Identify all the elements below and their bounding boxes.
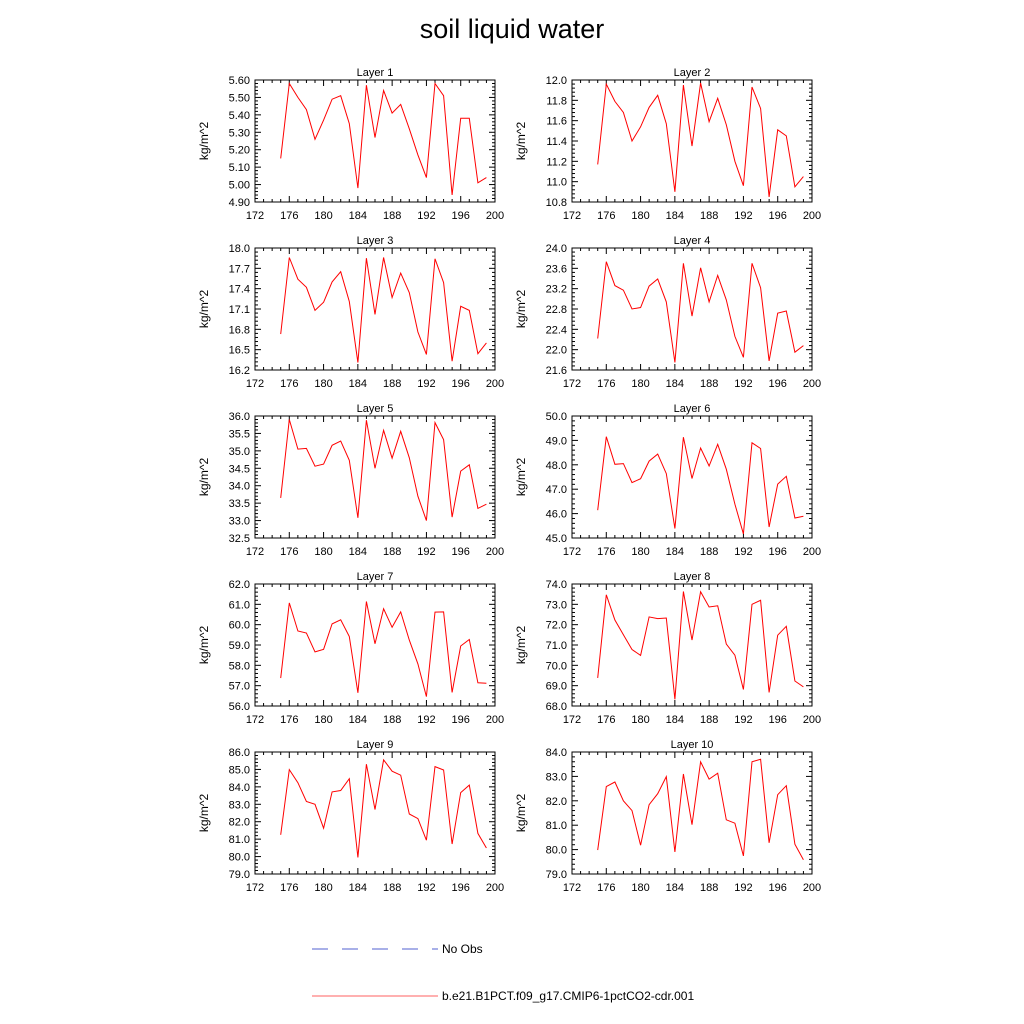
y-tick-label: 5.50 <box>228 92 250 105</box>
y-tick-label: 22.0 <box>545 344 567 357</box>
x-tick-label: 196 <box>768 378 787 390</box>
y-tick-label: 82.0 <box>228 816 250 829</box>
y-tick-label: 80.0 <box>545 844 567 857</box>
x-tick-label: 188 <box>699 714 719 726</box>
y-tick-label: 86.0 <box>228 747 250 759</box>
x-tick-label: 172 <box>245 210 265 222</box>
y-tick-label: 71.0 <box>545 640 567 652</box>
panel-title: Layer 4 <box>673 235 711 247</box>
y-tick-label: 48.0 <box>545 459 567 472</box>
x-tick-label: 180 <box>314 714 333 726</box>
y-tick-label: 36.0 <box>228 411 250 423</box>
y-axis-label: kg/m^2 <box>514 121 528 161</box>
y-tick-label: 17.7 <box>228 263 250 276</box>
x-tick-label: 200 <box>485 378 505 390</box>
x-tick-label: 180 <box>631 882 650 894</box>
x-tick-label: 200 <box>802 210 822 222</box>
x-tick-label: 172 <box>245 882 265 894</box>
y-axis-label: kg/m^2 <box>514 289 528 329</box>
panel-title: Layer 2 <box>673 67 711 79</box>
x-tick-label: 192 <box>734 378 753 390</box>
y-tick-label: 11.2 <box>546 156 567 169</box>
x-tick-label: 176 <box>597 714 616 726</box>
panel-title: Layer 1 <box>356 67 394 79</box>
y-tick-label: 5.40 <box>228 109 250 122</box>
x-tick-label: 184 <box>348 378 368 390</box>
y-tick-label: 34.5 <box>228 463 250 476</box>
y-tick-label: 84.0 <box>228 781 250 794</box>
x-tick-label: 176 <box>597 882 616 894</box>
y-tick-label: 11.6 <box>546 115 567 128</box>
x-tick-label: 176 <box>280 882 299 894</box>
y-axis-label: kg/m^2 <box>514 457 528 497</box>
x-tick-label: 196 <box>768 546 787 558</box>
panel-title: Layer 6 <box>673 403 711 415</box>
x-tick-label: 200 <box>802 714 822 726</box>
y-tick-label: 81.0 <box>228 834 250 847</box>
y-tick-label: 59.0 <box>228 640 250 652</box>
y-tick-label: 83.0 <box>545 771 567 784</box>
y-tick-label: 79.0 <box>228 869 250 881</box>
y-tick-label: 56.0 <box>228 701 250 713</box>
x-tick-label: 200 <box>485 546 505 558</box>
x-tick-label: 188 <box>382 378 402 390</box>
x-tick-label: 196 <box>451 210 470 222</box>
y-tick-label: 70.0 <box>545 660 567 673</box>
x-tick-label: 200 <box>485 882 505 894</box>
x-tick-label: 188 <box>382 714 402 726</box>
x-tick-label: 172 <box>245 714 265 726</box>
panel-title: Layer 9 <box>356 739 394 751</box>
x-tick-label: 184 <box>665 210 685 222</box>
y-tick-label: 18.0 <box>228 243 250 255</box>
x-tick-label: 172 <box>245 378 265 390</box>
y-tick-label: 79.0 <box>545 869 567 881</box>
panel-title: Layer 3 <box>356 235 394 247</box>
y-tick-label: 84.0 <box>545 747 567 759</box>
y-tick-label: 33.5 <box>228 498 250 511</box>
y-tick-label: 33.0 <box>228 515 250 528</box>
x-tick-label: 180 <box>631 378 650 390</box>
x-tick-label: 188 <box>382 210 402 222</box>
y-tick-label: 35.5 <box>228 428 250 441</box>
x-tick-label: 184 <box>665 714 685 726</box>
x-tick-label: 180 <box>314 882 333 894</box>
x-tick-label: 188 <box>699 378 719 390</box>
x-tick-label: 184 <box>348 546 368 558</box>
x-tick-label: 180 <box>314 378 333 390</box>
y-axis-label: kg/m^2 <box>197 121 211 161</box>
x-tick-label: 200 <box>802 882 822 894</box>
y-axis-label: kg/m^2 <box>197 289 211 329</box>
x-tick-label: 184 <box>348 882 368 894</box>
y-tick-label: 5.60 <box>228 75 250 87</box>
panel-title: Layer 8 <box>673 571 711 583</box>
y-tick-label: 69.0 <box>545 680 567 693</box>
x-tick-label: 172 <box>245 546 265 558</box>
x-tick-label: 196 <box>768 714 787 726</box>
y-tick-label: 60.0 <box>228 619 250 632</box>
x-tick-label: 176 <box>597 210 616 222</box>
y-tick-label: 23.6 <box>545 263 567 276</box>
y-tick-label: 11.8 <box>546 95 567 108</box>
y-tick-label: 73.0 <box>545 599 567 612</box>
panel-title: Layer 7 <box>356 571 394 583</box>
x-tick-label: 196 <box>451 882 470 894</box>
x-tick-label: 172 <box>562 546 582 558</box>
x-tick-label: 172 <box>562 882 582 894</box>
y-tick-label: 23.2 <box>545 283 567 296</box>
x-tick-label: 192 <box>734 882 753 894</box>
y-tick-label: 58.0 <box>228 660 250 673</box>
y-tick-label: 16.5 <box>228 344 250 357</box>
y-tick-label: 5.00 <box>228 179 250 192</box>
y-tick-label: 32.5 <box>228 533 250 545</box>
x-tick-label: 172 <box>562 714 582 726</box>
y-tick-label: 82.0 <box>545 795 567 808</box>
legend-model-label: b.e21.B1PCT.f09_g17.CMIP6-1pctCO2-cdr.001 <box>442 989 695 1003</box>
x-tick-label: 196 <box>451 546 470 558</box>
y-tick-label: 17.1 <box>228 304 250 316</box>
x-tick-label: 196 <box>451 714 470 726</box>
x-tick-label: 180 <box>631 210 650 222</box>
y-tick-label: 34.0 <box>228 480 250 493</box>
y-tick-label: 62.0 <box>228 579 250 591</box>
x-tick-label: 200 <box>485 714 505 726</box>
y-tick-label: 17.4 <box>228 283 250 296</box>
x-tick-label: 200 <box>802 378 822 390</box>
y-tick-label: 24.0 <box>545 243 567 255</box>
panel-title: Layer 10 <box>670 739 714 751</box>
x-tick-label: 192 <box>417 210 436 222</box>
x-tick-label: 192 <box>417 546 436 558</box>
x-tick-label: 176 <box>280 378 299 390</box>
x-tick-label: 200 <box>485 210 505 222</box>
x-tick-label: 180 <box>631 546 650 558</box>
y-tick-label: 81.0 <box>545 820 567 833</box>
x-tick-label: 184 <box>665 378 685 390</box>
y-tick-label: 49.0 <box>545 435 567 448</box>
x-tick-label: 188 <box>382 546 402 558</box>
x-tick-label: 176 <box>280 210 299 222</box>
x-tick-label: 184 <box>665 882 685 894</box>
y-tick-label: 46.0 <box>545 508 567 521</box>
x-tick-label: 192 <box>417 378 436 390</box>
y-axis-label: kg/m^2 <box>514 793 528 833</box>
x-tick-label: 188 <box>699 210 719 222</box>
y-tick-label: 61.0 <box>228 599 250 612</box>
y-tick-label: 68.0 <box>545 701 567 713</box>
x-tick-label: 176 <box>280 546 299 558</box>
x-tick-label: 176 <box>280 714 299 726</box>
y-tick-label: 22.8 <box>545 304 567 316</box>
x-tick-label: 192 <box>734 546 753 558</box>
y-tick-label: 83.0 <box>228 799 250 812</box>
panel-title: Layer 5 <box>356 403 394 415</box>
x-tick-label: 172 <box>562 378 582 390</box>
y-tick-label: 10.8 <box>545 197 567 209</box>
x-tick-label: 188 <box>382 882 402 894</box>
x-tick-label: 192 <box>734 714 753 726</box>
y-tick-label: 5.30 <box>228 127 250 140</box>
y-tick-label: 45.0 <box>545 533 567 545</box>
y-tick-label: 21.6 <box>545 365 567 377</box>
x-tick-label: 176 <box>597 546 616 558</box>
y-tick-label: 47.0 <box>545 484 567 497</box>
chart-title: soil liquid water <box>419 14 605 44</box>
y-tick-label: 5.10 <box>228 162 250 175</box>
x-tick-label: 188 <box>699 882 719 894</box>
y-tick-label: 85.0 <box>228 764 250 777</box>
y-tick-label: 35.0 <box>228 445 250 458</box>
x-tick-label: 184 <box>348 714 368 726</box>
x-tick-label: 180 <box>631 714 650 726</box>
y-axis-label: kg/m^2 <box>197 457 211 497</box>
y-tick-label: 50.0 <box>545 411 567 423</box>
x-tick-label: 180 <box>314 546 333 558</box>
y-axis-label: kg/m^2 <box>514 625 528 665</box>
y-tick-label: 16.2 <box>228 365 250 377</box>
x-tick-label: 196 <box>768 210 787 222</box>
x-tick-label: 196 <box>768 882 787 894</box>
y-tick-label: 22.4 <box>545 324 567 337</box>
x-tick-label: 192 <box>417 882 436 894</box>
y-axis-label: kg/m^2 <box>197 793 211 833</box>
x-tick-label: 200 <box>802 546 822 558</box>
y-tick-label: 16.8 <box>228 324 250 337</box>
y-tick-label: 11.0 <box>546 176 567 189</box>
x-tick-label: 192 <box>734 210 753 222</box>
y-tick-label: 12.0 <box>545 75 567 87</box>
x-tick-label: 180 <box>314 210 333 222</box>
y-tick-label: 5.20 <box>228 144 250 157</box>
x-tick-label: 184 <box>665 546 685 558</box>
y-tick-label: 57.0 <box>228 680 250 693</box>
y-tick-label: 72.0 <box>545 619 567 632</box>
x-tick-label: 184 <box>348 210 368 222</box>
legend-no-obs-label: No Obs <box>442 942 483 956</box>
x-tick-label: 196 <box>451 378 470 390</box>
y-tick-label: 4.90 <box>228 197 250 209</box>
y-tick-label: 11.4 <box>546 136 567 148</box>
y-tick-label: 74.0 <box>545 579 567 591</box>
y-tick-label: 80.0 <box>228 851 250 864</box>
x-tick-label: 176 <box>597 378 616 390</box>
x-tick-label: 172 <box>562 210 582 222</box>
y-axis-label: kg/m^2 <box>197 625 211 665</box>
x-tick-label: 192 <box>417 714 436 726</box>
x-tick-label: 188 <box>699 546 719 558</box>
